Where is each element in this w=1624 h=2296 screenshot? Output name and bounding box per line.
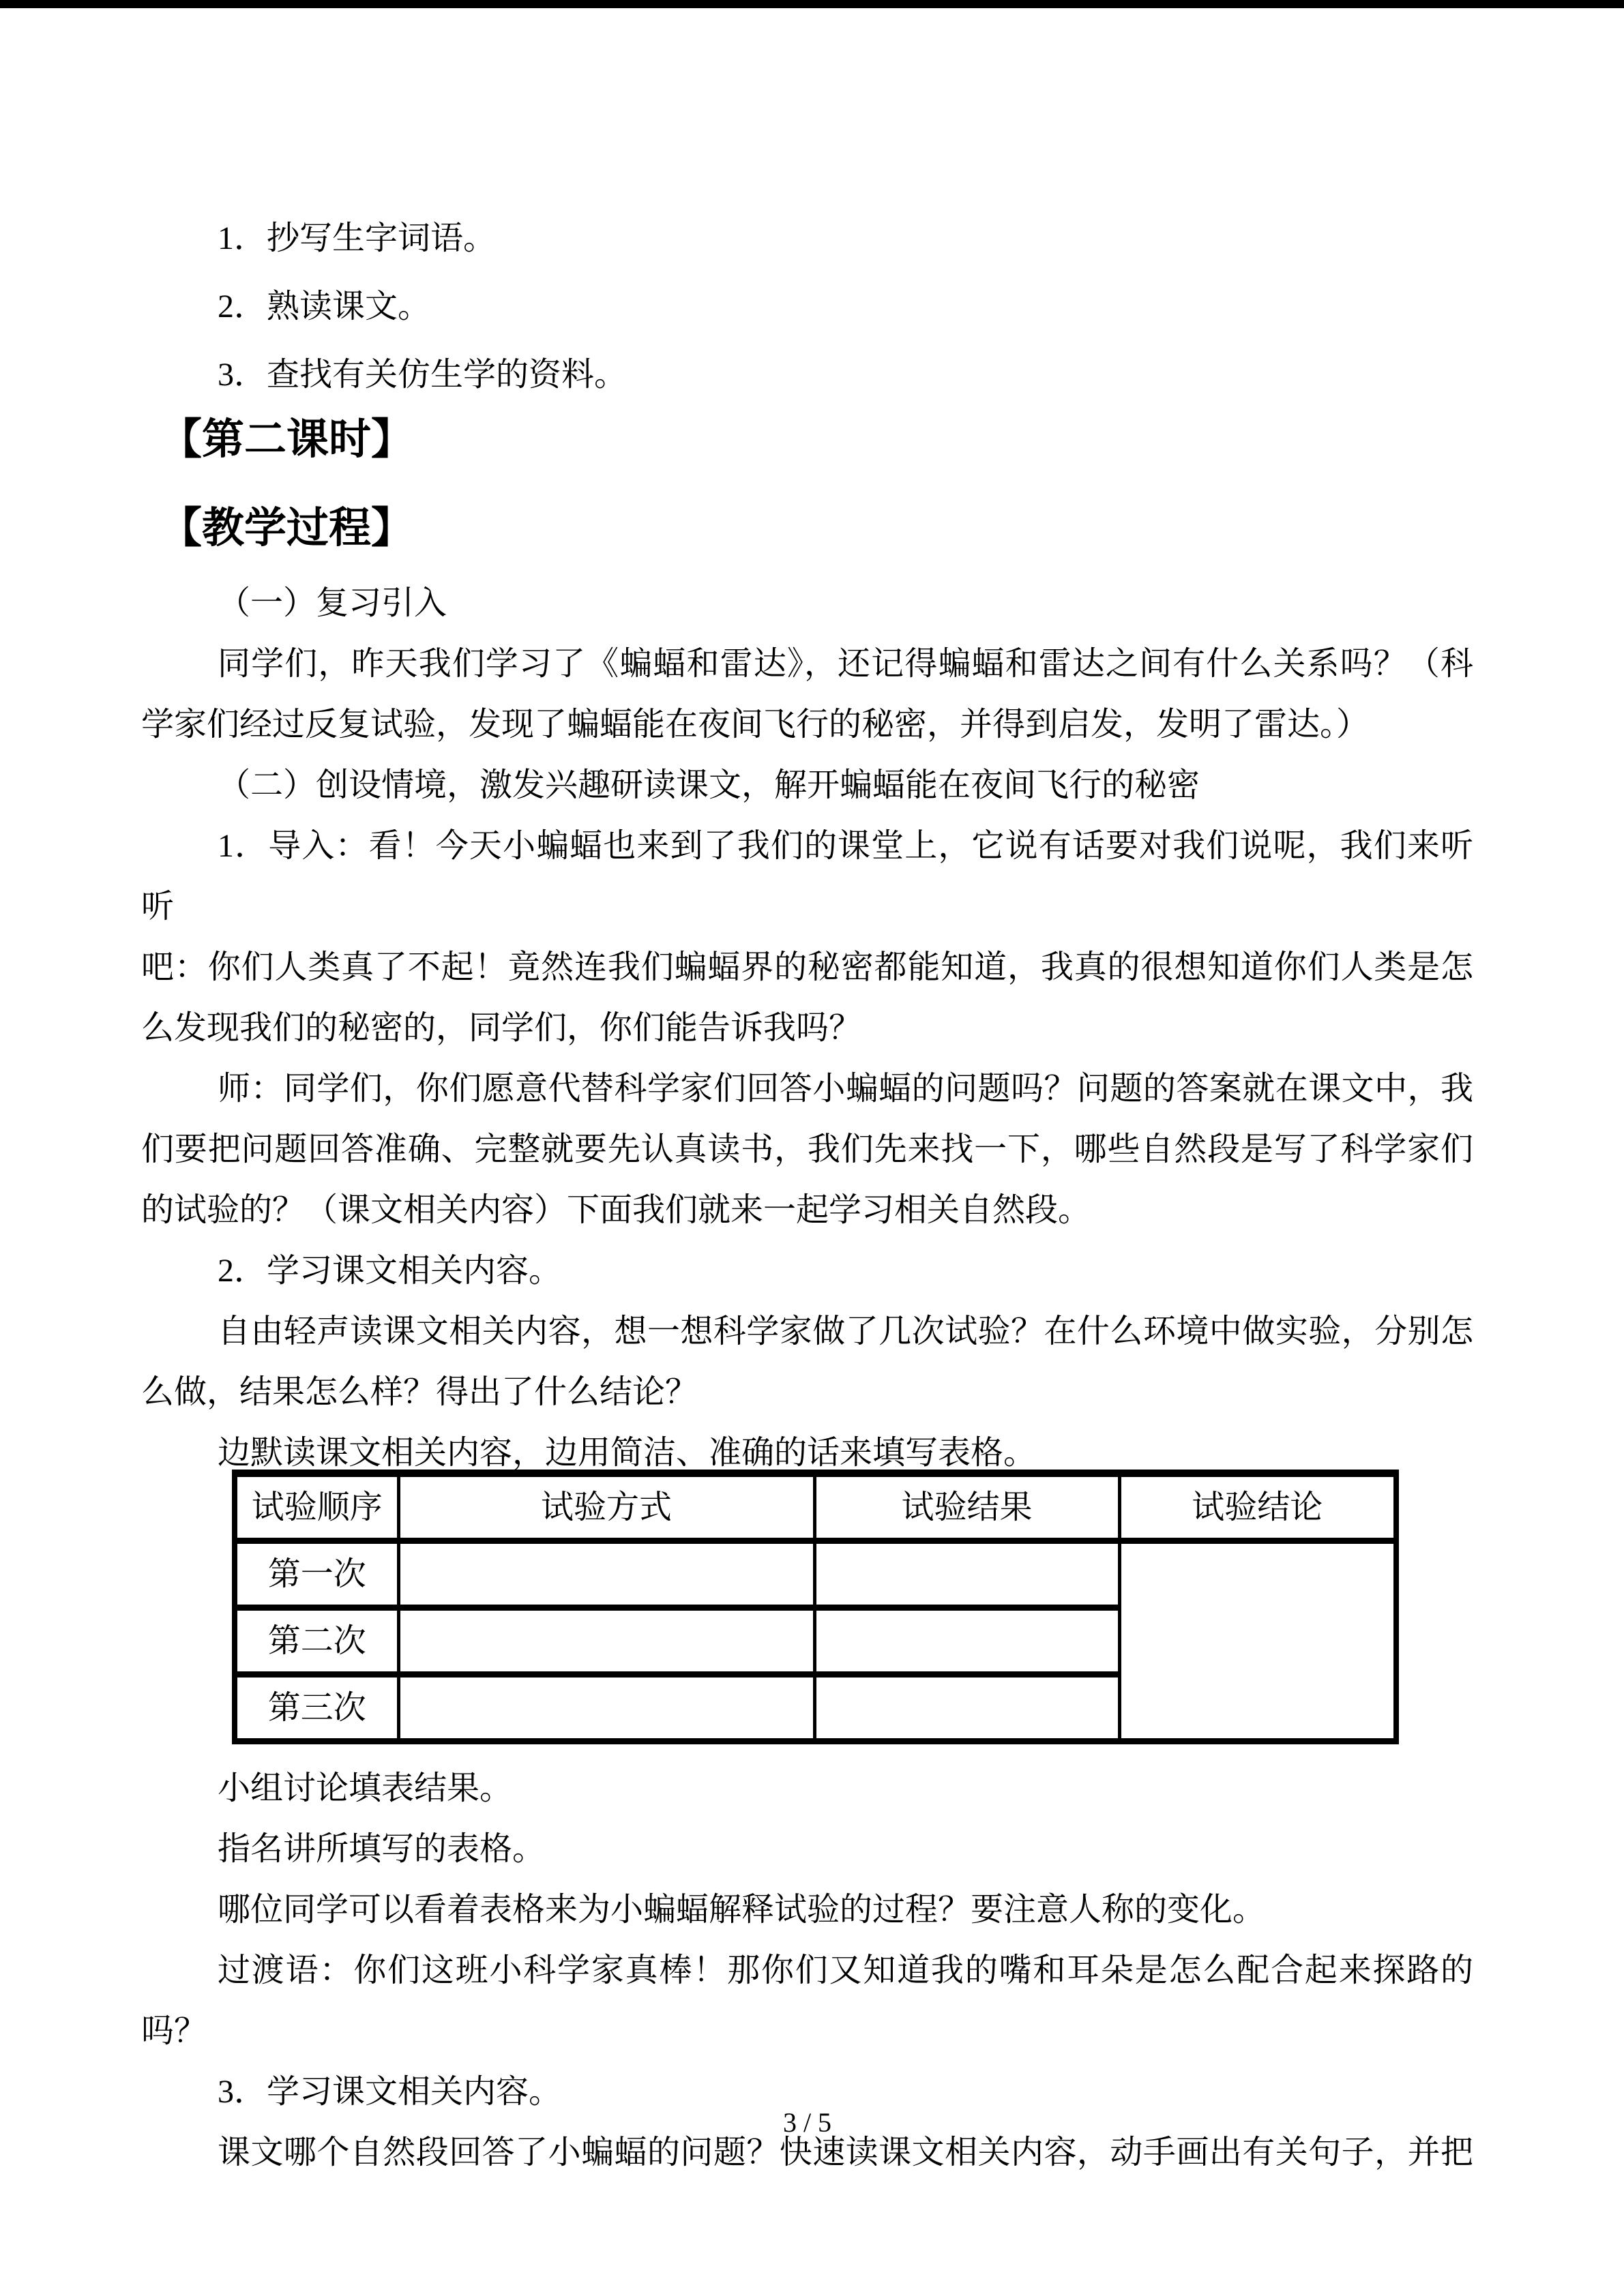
body-line: 么做，结果怎么样？得出了什么结论？ <box>141 1374 698 1410</box>
section-heading-teaching-process: 【教学过程】 <box>160 505 414 552</box>
table-row <box>235 1541 1396 1608</box>
body-line: 边默读课文相关内容，边用简洁、准确的话来填写表格。 <box>218 1435 1037 1471</box>
body-line: 们要把问题回答准确、完整就要先认真读书，我们先来找一下，哪些自然段是写了科学家们 <box>141 1131 1473 1167</box>
table-empty-cell <box>398 1541 814 1608</box>
homework-item: 3．查找有关仿生学的资料。 <box>218 357 628 393</box>
homework-list <box>141 0 1473 409</box>
table-empty-cell <box>398 1608 814 1675</box>
body-line: 学家们经过反复试验，发现了蝙蝠能在夜间飞行的秘密，并得到启发，发明了雷达。） <box>141 706 1370 743</box>
body-line: 么发现我们的秘密的，同学们，你们能告诉我吗？ <box>141 1010 862 1046</box>
table-empty-cell <box>398 1675 814 1742</box>
body-line: 过渡语：你们这班小科学家真棒！那你们又知道我的嘴和耳朵是怎么配合起来探路的 <box>218 1952 1473 1988</box>
experiment-table <box>232 1470 1399 1744</box>
table-header-row <box>235 1474 1396 1541</box>
body-line: （二）创设情境，激发兴趣研读课文，解开蝙蝠能在夜间飞行的秘密 <box>218 767 1200 803</box>
body-line: 课文哪个自然段回答了小蝙蝠的问题？快速读课文相关内容，动手画出有关句子，并把 <box>218 2134 1473 2171</box>
table-empty-cell <box>814 1541 1119 1608</box>
body-line: 吗？ <box>141 2013 207 2049</box>
table-header-cell: 试验顺序 <box>235 1474 398 1541</box>
table-row-label: 第三次 <box>235 1675 398 1742</box>
body-line: 同学们，昨天我们学习了《蝙蝠和雷达》，还记得蝙蝠和雷达之间有什么关系吗？（科 <box>218 646 1473 682</box>
body-line: 自由轻声读课文相关内容，想一想科学家做了几次试验？在什么环境中做实验，分别怎 <box>218 1313 1473 1350</box>
table-merged-conclusion-cell <box>1119 1541 1396 1742</box>
page-content <box>141 0 1473 2183</box>
table-row-label: 第一次 <box>235 1541 398 1608</box>
table-empty-cell <box>814 1675 1119 1742</box>
table-row-label: 第二次 <box>235 1608 398 1675</box>
body-line: 1．导入：看！今天小蝙蝠也来到了我们的课堂上，它说有话要对我们说呢，我们来听听 <box>141 828 1473 925</box>
body-line: 的试验的？（课文相关内容）下面我们就来一起学习相关自然段。 <box>141 1192 1091 1228</box>
table-header-cell: 试验方式 <box>398 1474 814 1541</box>
body-line: 2．学习课文相关内容。 <box>218 1253 562 1289</box>
table-header-cell: 试验结论 <box>1119 1474 1396 1541</box>
table-empty-cell <box>814 1608 1119 1675</box>
body-line: 小组讨论填表结果。 <box>218 1770 513 1806</box>
body-line: （一）复习引入 <box>218 585 447 621</box>
body-line: 吧：你们人类真了不起！竟然连我们蝙蝠界的秘密都能知道，我真的很想知道你们人类是怎 <box>141 949 1473 985</box>
body-line: 师：同学们，你们愿意代替科学家们回答小蝙蝠的问题吗？问题的答案就在课文中，我 <box>218 1071 1473 1107</box>
homework-item: 2．熟读课文。 <box>218 288 431 325</box>
section-heading-second-session: 【第二课时】 <box>160 417 414 463</box>
page-number: 3 / 5 <box>782 2107 832 2138</box>
body-line: 哪位同学可以看着表格来为小蝙蝠解释试验的过程？要注意人称的变化。 <box>218 1892 1266 1928</box>
homework-item: 1．抄写生字词语。 <box>218 220 497 256</box>
body-line: 指名讲所填写的表格。 <box>218 1831 546 1867</box>
table-header-cell: 试验结果 <box>814 1474 1119 1541</box>
body-line: 3．学习课文相关内容。 <box>218 2074 562 2110</box>
